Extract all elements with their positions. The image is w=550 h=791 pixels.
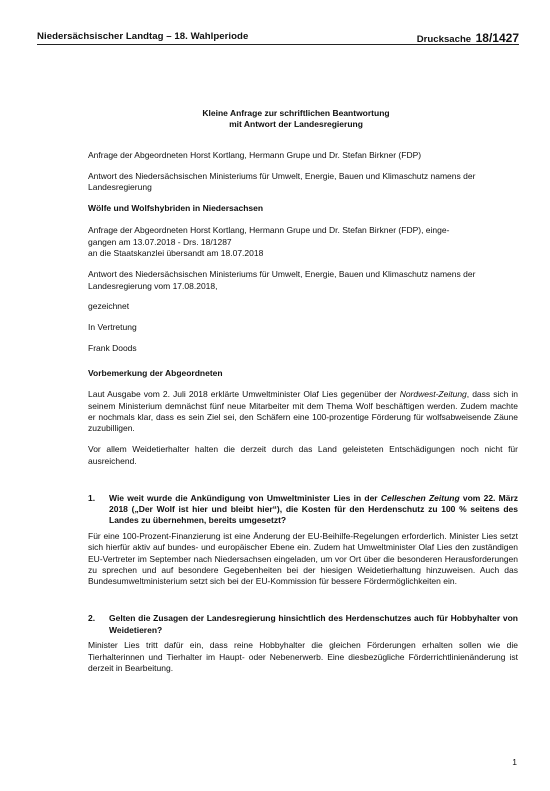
details-vertretung: In Vertretung bbox=[88, 322, 137, 333]
vorbemerkung-heading: Vorbemerkung der Abgeordneten bbox=[88, 368, 223, 379]
details-anfrage bbox=[88, 225, 518, 259]
drucksache-label: Drucksache bbox=[416, 34, 472, 45]
vorbemerkung-paragraph-1: Laut Ausgabe vom 2. Juli 2018 erklärte Umweltminister Olaf Lies gegenüber der Nordwest-Zeitung, dass sich in seinem Ministerium demnächst fünf neue Mitarbeiter mit dem Thema Wolf beschäftigen werden. Zudem machte er nochmals klar, dass es sein Ziel sei, den Schäfern eine 100-prozentige Förderung für wolfsabweisende Zäune zuzubilligen. bbox=[88, 389, 519, 434]
intro-antwort: Antwort des Niedersächsischen Ministeriums für Umwelt, Energie, Bauen und Klimaschutz namens der Landesregierung bbox=[88, 170, 476, 193]
answer-2: Minister Lies tritt dafür ein, dass reine Hobbyhalter die gleichen Förderungen erhalten sollen wie die Tierhalterinnen und Tierhalter im Haupt- oder Nebenerwerb. Eine diesbezügliche Förderrichtlinienänderung ist derzeit in Bearbeitung. bbox=[88, 640, 518, 673]
question-1-number: 1. bbox=[88, 492, 96, 503]
details-anfrage-line-3: an die Staatskanzlei übersandt am 18.07.2018 bbox=[88, 248, 264, 259]
document-title bbox=[88, 108, 518, 131]
details-antwort: Antwort des Niedersächsischen Ministeriums für Umwelt, Energie, Bauen und Klimaschutz namens der Landesregierung vom 17.08.2018, bbox=[88, 269, 476, 291]
details-anfrage-line-1: Anfrage der Abgeordneten Horst Kortlang, Hermann Grupe und Dr. Stefan Birkner (FDP), einge- bbox=[88, 225, 450, 236]
question-2-number: 2. bbox=[88, 613, 96, 624]
title-line-2: mit Antwort der Landesregierung bbox=[229, 119, 363, 130]
header-parliament: Niedersächsischer Landtag – 18. Wahlperiode bbox=[37, 31, 249, 42]
question-2: 2. Gelten die Zusagen der Landesregierung hinsichtlich des Herdenschutzes auch für Hobbyhalter von Weidetieren? bbox=[88, 613, 518, 635]
details-signatory: Frank Doods bbox=[88, 343, 137, 354]
document-body bbox=[88, 108, 518, 684]
subject-heading: Wölfe und Wolfshybriden in Niedersachsen bbox=[88, 203, 264, 214]
question-1: 1. Wie weit wurde die Ankündigung von Umweltminister Lies in der Celleschen Zeitung vom 22. März 2018 („Der Wolf ist hier und bleibt hier“), die Kosten für den Herdenschutz zu 100 % seitens des Landes zu übernehmen, bereits umgesetzt? bbox=[88, 492, 519, 526]
details-anfrage-line-2: gangen am 13.07.2018 - Drs. 18/1287 bbox=[88, 236, 232, 247]
drucksache-number: 18/1427 bbox=[475, 31, 519, 45]
intro-anfrage: Anfrage der Abgeordneten Horst Kortlang, Hermann Grupe und Dr. Stefan Birkner (FDP) bbox=[88, 149, 422, 160]
vorbemerkung-paragraph-2: Vor allem Weidetierhalter halten die derzeit durch das Land geleisteten Entschädigungen noch nicht für ausreichend. bbox=[88, 444, 518, 466]
details-gezeichnet: gezeichnet bbox=[88, 301, 130, 312]
page-number: 1 bbox=[512, 757, 517, 767]
answer-1: Für eine 100-Prozent-Finanzierung ist eine Änderung der EU-Beihilfe-Regelungen erforderlich. Minister Lies setzt sich hierfür aktiv auf bundes- und europäischer Ebene ein. Zudem hat Umweltminister Olaf Lies den zuständigen EU-Vertreter im September nach Niedersachsen eingeladen, um vor Ort über die besonderen Herausforderungen zu sprechen und auf besondere Gegebenheiten bei der hiesigen Weidetierhaltung hinzuweisen. Auch das Bundesumweltministerium setzt sich bei der EU-Kommission für bessere Fördermöglichkeiten ein. bbox=[88, 530, 518, 587]
title-line-1: Kleine Anfrage zur schriftlichen Beantwortung bbox=[202, 108, 390, 118]
header-rule bbox=[37, 44, 519, 45]
